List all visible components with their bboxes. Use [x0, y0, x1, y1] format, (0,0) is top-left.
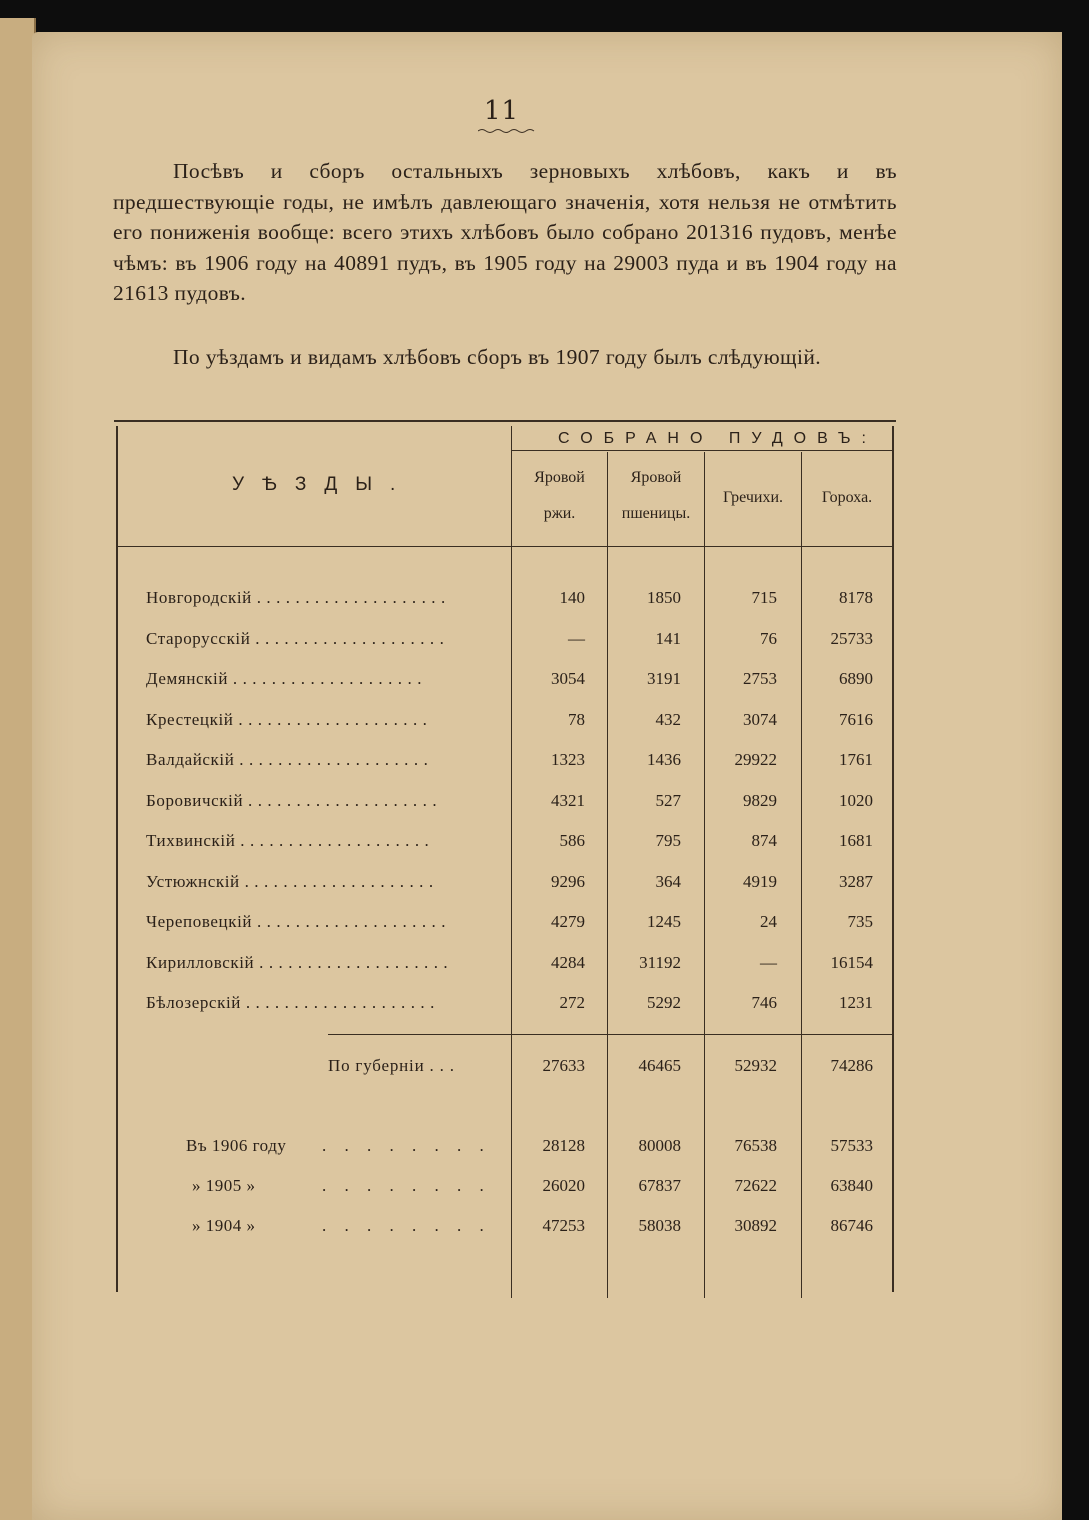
district-name: Кирилловскій: [146, 953, 255, 972]
year-1905-label: » 1905 »: [192, 1176, 256, 1195]
table-row-name: [146, 629, 502, 649]
col-header-peas-1: Гороха.: [821, 489, 873, 506]
table-cell: 140: [559, 588, 585, 607]
year-cell: 76538: [734, 1136, 777, 1155]
leader-dots: . . . . . . . . . . . . . . . . . . . .: [254, 953, 449, 972]
table-row-name: [146, 953, 502, 973]
table-cell: —: [568, 629, 585, 648]
table-cell: 874: [751, 831, 777, 850]
col-header-peas: [802, 480, 892, 516]
table-cell: 141: [655, 629, 681, 648]
table-top-rule: [114, 420, 896, 422]
year-cell: 47253: [542, 1216, 585, 1235]
table-row-name: [146, 669, 502, 689]
table-cell: 715: [751, 588, 777, 607]
year-1905-dots: . . . . . . . .: [322, 1176, 491, 1195]
leader-dots: . . . . . . . . . . . . . . . . . . . .: [239, 872, 434, 891]
leader-dots: . . . . . . . . . . . . . . . . . . . .: [233, 710, 428, 729]
group-header-rule: [512, 450, 892, 451]
total-wheat: 46465: [638, 1056, 681, 1075]
table-cell: 1436: [647, 750, 681, 769]
total-label: По губерніи . . .: [328, 1056, 455, 1075]
leader-dots: . . . . . . . . . . . . . . . . . . . .: [240, 993, 435, 1012]
year-cell: 58038: [638, 1216, 681, 1235]
col-sep-3: [704, 452, 705, 1298]
year-cell: 63840: [830, 1176, 873, 1195]
year-cell: 86746: [830, 1216, 873, 1235]
col-sep-2: [607, 452, 608, 1298]
district-name: Бѣлозерскій: [146, 993, 241, 1012]
col-header-buckwheat: [705, 480, 801, 516]
district-name: Старорусскій: [146, 629, 251, 648]
year-cell: 30892: [734, 1216, 777, 1235]
year-1904-label: » 1904 »: [192, 1216, 256, 1235]
year-cell: 57533: [830, 1136, 873, 1155]
total-peas: 74286: [830, 1056, 873, 1075]
table-cell: 4919: [743, 872, 777, 891]
year-1906-label: Въ 1906 году: [186, 1136, 287, 1155]
table-right-rule: [892, 426, 894, 1292]
district-name: Новгородскій: [146, 588, 252, 607]
paragraph-1: [113, 156, 897, 309]
table-cell: 76: [760, 629, 777, 648]
district-name: Боровичскій: [146, 791, 244, 810]
page-number-ornament: [478, 128, 536, 134]
table-cell: 16154: [830, 953, 873, 972]
table-cell: 25733: [830, 629, 873, 648]
year-cell: 80008: [638, 1136, 681, 1155]
table-cell: 795: [655, 831, 681, 850]
table-cell: 272: [559, 993, 585, 1012]
district-name: Устюжнскій: [146, 872, 240, 891]
district-name: Череповецкій: [146, 912, 253, 931]
total-rye: 27633: [542, 1056, 585, 1075]
total-buckwheat: 52932: [734, 1056, 777, 1075]
table-cell: 1681: [839, 831, 873, 850]
table-cell: 432: [655, 710, 681, 729]
leader-dots: . . . . . . . . . . . . . . . . . . . .: [228, 669, 423, 688]
col-header-rye-2: ржи.: [543, 505, 576, 522]
table-cell: 9296: [551, 872, 585, 891]
col-header-wheat: [608, 460, 704, 532]
col-sep-1: [511, 426, 512, 1298]
table-cell: 31192: [639, 953, 681, 972]
table-cell: 1245: [647, 912, 681, 931]
table-row-name: [146, 750, 502, 770]
leader-dots: . . . . . . . . . . . . . . . . . . . .: [243, 791, 438, 810]
col-header-rye-1: Яровой: [534, 469, 585, 486]
document-page: [32, 32, 1062, 1520]
table-cell: 1231: [839, 993, 873, 1012]
table-cell: 9829: [743, 791, 777, 810]
table-cell: 6890: [839, 669, 873, 688]
table-cell: 5292: [647, 993, 681, 1012]
district-name: Валдайскій: [146, 750, 235, 769]
table-cell: 4284: [551, 953, 585, 972]
table-cell: 2753: [743, 669, 777, 688]
paragraph-1-text: Посѣвъ и сборъ остальныхъ зерновыхъ хлѣбовъ, какъ и въ предшествующіе годы, не имѣлъ давлеющаго значенія, хотя нельзя не отмѣтить его пониженія вообще: всего этихъ хлѣбовъ было собрано 201316 пудовъ, менѣе чѣмъ: въ 1906 году на 40891 пудъ, въ 1905 году на 29003 пуда и въ 1904 году на 21613 пудовъ.: [113, 159, 897, 305]
table-cell: 586: [559, 831, 585, 850]
table-row-name: [146, 912, 502, 932]
table-cell: 735: [847, 912, 873, 931]
leader-dots: . . . . . . . . . . . . . . . . . . . .: [252, 912, 447, 931]
table-cell: 29922: [734, 750, 777, 769]
total-rule: [328, 1034, 892, 1035]
table-row-name: [146, 993, 502, 1013]
year-cell: 67837: [638, 1176, 681, 1195]
table-cell: 1020: [839, 791, 873, 810]
col-header-buckwheat-1: Гречихи.: [722, 489, 784, 506]
table-cell: 1323: [551, 750, 585, 769]
district-name: Тихвинскій: [146, 831, 236, 850]
table-cell: —: [760, 953, 777, 972]
paragraph-2-text: По уѣздамъ и видамъ хлѣбовъ сборъ въ 1907 году былъ слѣдующій.: [173, 345, 822, 369]
table-row-name: [146, 831, 502, 851]
year-1906-dots: . . . . . . . .: [322, 1136, 491, 1155]
district-name: Крестецкій: [146, 710, 234, 729]
leader-dots: . . . . . . . . . . . . . . . . . . . .: [250, 629, 445, 648]
table-cell: 4321: [551, 791, 585, 810]
table-row-name: [146, 710, 502, 730]
col-header-wheat-1: Яровой: [630, 469, 682, 486]
table-row-name: [146, 588, 502, 608]
header-bottom-rule: [118, 546, 892, 547]
table-left-rule: [116, 426, 118, 1292]
table-cell: 1761: [839, 750, 873, 769]
col-sep-4: [801, 452, 802, 1298]
table-cell: 1850: [647, 588, 681, 607]
district-name: Демянскій: [146, 669, 229, 688]
table-cell: 24: [760, 912, 777, 931]
table-cell: 3054: [551, 669, 585, 688]
year-cell: 26020: [542, 1176, 585, 1195]
table-cell: 527: [655, 791, 681, 810]
page-number: 11: [484, 96, 520, 126]
table-row-name: [146, 872, 502, 892]
paragraph-2: [113, 342, 897, 373]
year-cell: 72622: [734, 1176, 777, 1195]
table-cell: 4279: [551, 912, 585, 931]
leader-dots: . . . . . . . . . . . . . . . . . . . .: [251, 588, 446, 607]
table-cell: 746: [751, 993, 777, 1012]
year-cell: 28128: [542, 1136, 585, 1155]
col-header-wheat-2: пшеницы.: [621, 505, 691, 522]
table-row-name: [146, 791, 502, 811]
previous-page-edge: [0, 18, 36, 1520]
leader-dots: . . . . . . . . . . . . . . . . . . . .: [234, 750, 429, 769]
table-cell: 78: [568, 710, 585, 729]
group-header: СОБРАНО ПУДОВЪ:: [558, 430, 877, 447]
table-cell: 7616: [839, 710, 873, 729]
table-cell: 8178: [839, 588, 873, 607]
year-1904-dots: . . . . . . . .: [322, 1216, 491, 1235]
table-cell: 3074: [743, 710, 777, 729]
table-cell: 364: [655, 872, 681, 891]
table-cell: 3191: [647, 669, 681, 688]
table-cell: 3287: [839, 872, 873, 891]
leader-dots: . . . . . . . . . . . . . . . . . . . .: [235, 831, 430, 850]
col-header-rye: [512, 460, 607, 532]
row-header: УѢЗДЫ.: [232, 474, 414, 495]
